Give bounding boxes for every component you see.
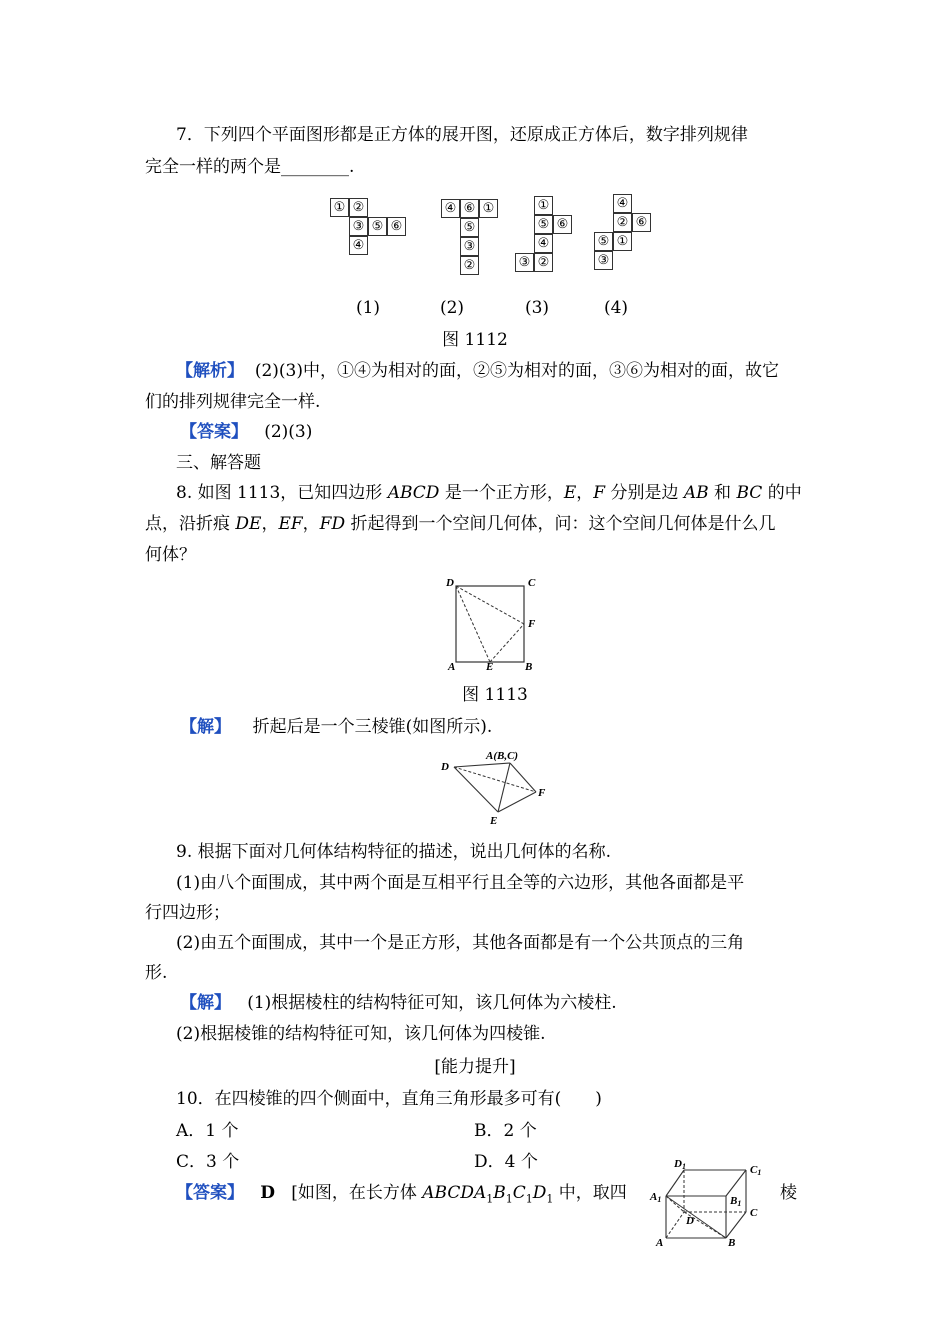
net4-cell: ④ [613, 194, 632, 213]
answer-letter: D [260, 1183, 275, 1203]
net3-cell: ⑤ [534, 215, 553, 234]
q8-var: DE [235, 514, 262, 534]
answer-tail: 棱 [780, 1183, 797, 1203]
cuboid-figure [648, 1156, 776, 1252]
label-c: C [750, 1207, 758, 1219]
label-b: B [525, 661, 533, 673]
diagonal [666, 1196, 726, 1238]
q7-analysis-line2: 们的排列规律完全一样. [145, 392, 321, 412]
q9-solution-line2: (2)根据棱锥的结构特征可知，该几何体为四棱锥. [176, 1024, 546, 1044]
solution-tag: 【解】 [180, 993, 231, 1013]
q8-text: ， [261, 514, 279, 534]
label-a1: A1 [650, 1191, 662, 1204]
edge [666, 1170, 684, 1196]
q8-var: ABCD [387, 483, 440, 503]
net2-cell: ① [479, 199, 498, 218]
subscript: 1 [486, 1192, 494, 1206]
label-b: B [728, 1237, 736, 1249]
label-a: A [656, 1237, 664, 1249]
option-a: A．1 个 [176, 1121, 239, 1141]
q8-var: F [593, 483, 606, 503]
net1-cell: ⑤ [368, 217, 387, 236]
label-f: F [528, 618, 536, 630]
fold-ef [490, 624, 524, 662]
q8-line3: 何体？ [145, 545, 196, 565]
answer-tag: 【答案】 [176, 1183, 244, 1203]
q8-text: 分别是边 [605, 483, 684, 503]
subscript: 1 [505, 1192, 513, 1206]
q8-text: 的中 [762, 483, 802, 503]
q9-part2-line2: 形. [145, 963, 168, 983]
edge [726, 1212, 746, 1238]
net4-cell: ③ [594, 251, 613, 270]
label-e: E [486, 661, 494, 673]
q9-line1: 9. 根据下面对几何体结构特征的描述，说出几何体的名称. [176, 842, 612, 862]
fold-fd [456, 586, 524, 624]
analysis-tag: 【解析】 [176, 361, 244, 381]
net4-cell: ⑥ [632, 213, 651, 232]
q8-var: E [563, 483, 577, 503]
net1-cell: ① [330, 198, 349, 217]
answer-text: 中，取四 [553, 1183, 627, 1203]
q8-text: 和 [708, 483, 737, 503]
label-c1: C1 [750, 1164, 762, 1177]
edge-hidden [666, 1212, 684, 1238]
net-label-2: (2) [439, 298, 465, 318]
edge-ae [498, 763, 510, 812]
net3-cell: ② [534, 253, 553, 272]
answer-var: C [512, 1183, 526, 1203]
q9-part1-line1: (1)由八个面围成，其中两个面是互相平行且全等的六边形，其他各面都是平 [176, 873, 745, 893]
edge-ef [498, 792, 536, 812]
q10-stem: 10．在四棱锥的四个侧面中，直角三角形最多可有( ) [176, 1089, 602, 1109]
option-c: C．3 个 [176, 1152, 240, 1172]
label-d: D [446, 577, 454, 589]
label-a: A [448, 661, 456, 673]
analysis-text: (2)(3)中，①④为相对的面，②⑤为相对的面，③⑥为相对的面，故它 [254, 361, 779, 381]
q8-line1 [176, 482, 802, 504]
figure-caption-1112: 图 1112 [442, 330, 508, 350]
net2-cell: ③ [460, 237, 479, 256]
answer-var: ABCDA [422, 1183, 487, 1203]
option-b: B．2 个 [474, 1121, 537, 1141]
net2-cell: ⑥ [460, 199, 479, 218]
net1-cell: ② [349, 198, 368, 217]
pyramid-figure [438, 748, 558, 828]
answer-var: D [532, 1183, 547, 1203]
q10-answer [176, 1182, 627, 1210]
subscript: 1 [546, 1192, 554, 1206]
figure-caption-1113: 图 1113 [462, 685, 528, 705]
net3-cell: ⑥ [553, 215, 572, 234]
square-fold-figure [440, 574, 540, 674]
answer-text: (2)(3) [264, 422, 313, 442]
solution-tag: 【解】 [180, 717, 231, 737]
q7-answer [180, 421, 312, 443]
q8-solution [180, 716, 492, 738]
net4-cell: ⑤ [594, 232, 613, 251]
net-label-3: (3) [524, 298, 550, 318]
net1-cell: ④ [349, 236, 368, 255]
q8-text: ， [302, 514, 320, 534]
label-e: E [490, 815, 498, 827]
ability-title: [能力提升] [434, 1057, 516, 1077]
q7-line1: 7．下列四个平面图形都是正方体的展开图，还原成正方体后，数字排列规律 [176, 125, 748, 145]
solution-line1: (1)根据棱柱的结构特征可知，该几何体为六棱柱. [247, 993, 617, 1013]
label-b1: B1 [730, 1195, 742, 1208]
q8-var: FD [319, 514, 346, 534]
section-title: 三、解答题 [176, 453, 261, 473]
q8-var: BC [736, 483, 763, 503]
answer-var: B [493, 1183, 506, 1203]
option-d: D．4 个 [474, 1152, 538, 1172]
net-label-1: (1) [355, 298, 381, 318]
q9-part1-line2: 行四边形； [145, 903, 230, 923]
label-apex: A(B,C) [486, 750, 519, 762]
edge [726, 1170, 746, 1196]
net3-cell: ① [534, 196, 553, 215]
q8-var: AB [683, 483, 709, 503]
q9-solution [180, 992, 617, 1014]
net2-cell: ⑤ [460, 218, 479, 237]
q8-text: 点，沿折痕 [145, 514, 236, 534]
subscript: 1 [525, 1192, 533, 1206]
net-label-4: (4) [603, 298, 629, 318]
fold-de [456, 586, 490, 662]
net1-cell: ③ [349, 217, 368, 236]
edge-da [454, 763, 510, 767]
label-d1: D1 [674, 1158, 686, 1171]
label-c: C [528, 577, 536, 589]
q9-part2-line1: (2)由五个面围成，其中一个是正方形，其他各面都是有一个公共顶点的三角 [176, 933, 745, 953]
answer-text: [如图，在长方体 [291, 1183, 423, 1203]
square-abcd [456, 586, 524, 662]
net4-cell: ② [613, 213, 632, 232]
label-f: F [538, 787, 546, 799]
q8-line2 [145, 513, 776, 535]
net3-cell: ④ [534, 234, 553, 253]
q8-text: 是一个正方形， [439, 483, 564, 503]
q7-line2: 完全一样的两个是________. [145, 157, 355, 177]
label-d: D [686, 1215, 694, 1227]
q8-text: ， [576, 483, 594, 503]
solution-text: 折起后是一个三棱锥(如图所示). [252, 717, 493, 737]
answer-tag: 【答案】 [180, 422, 248, 442]
net2-cell: ④ [441, 199, 460, 218]
edge-de [454, 767, 498, 812]
q8-text: 折起得到一个空间几何体，问：这个空间几何体是什么几 [345, 514, 776, 534]
label-d: D [441, 761, 449, 773]
net1-cell: ⑥ [387, 217, 406, 236]
q7-analysis [176, 360, 779, 382]
net3-cell: ③ [515, 253, 534, 272]
q8-text: 8. 如图 1113，已知四边形 [176, 483, 388, 503]
net4-cell: ① [613, 232, 632, 251]
net2-cell: ② [460, 256, 479, 275]
q8-var: EF [278, 514, 303, 534]
